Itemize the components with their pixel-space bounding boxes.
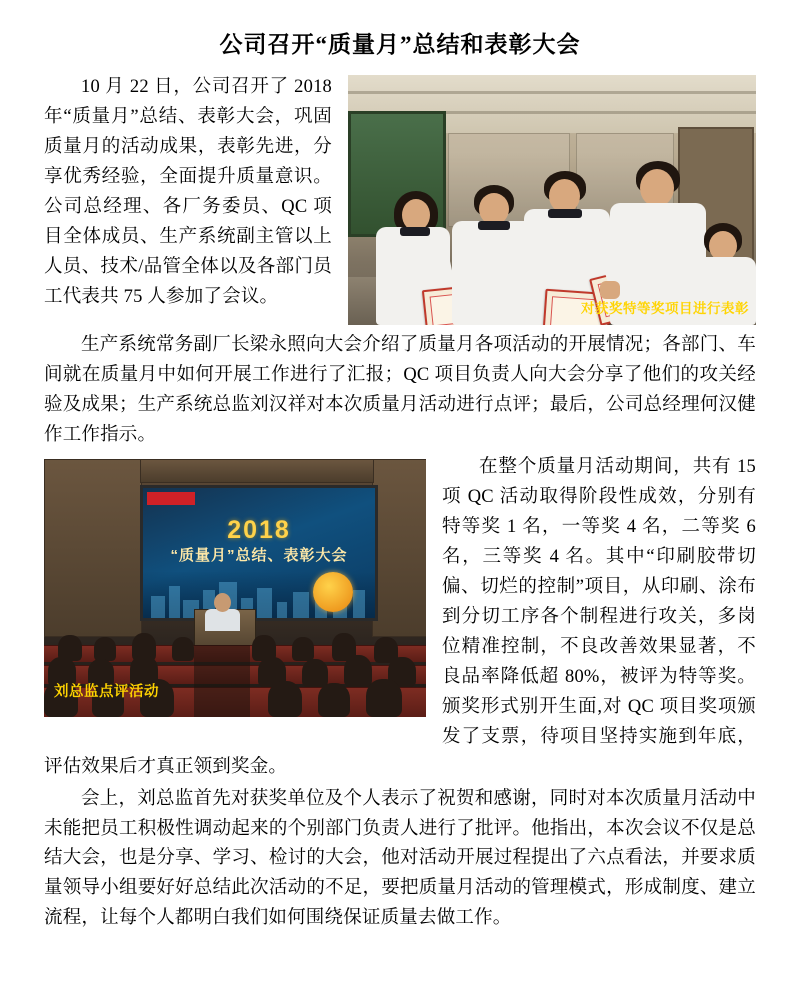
photo2-wall-panel	[44, 459, 142, 637]
photo2-audience-member	[292, 637, 314, 661]
award-ceremony-photo	[348, 75, 756, 325]
photo2-slide-slogan: “质量月”总结、表彰大会	[170, 546, 348, 564]
photo2-speaker-body	[205, 609, 240, 631]
photo2-audience-member	[94, 637, 116, 661]
photo1-ceiling-line	[348, 91, 756, 94]
paragraph-3: 在整个质量月活动期间，共有 15 项 QC 活动取得阶段性成效，分别有特等奖 1 名，一等奖 4 名，二等奖 6 名，三等奖 4 名。其中“印刷胶带切偏、切烂的控制”项目，从印刷、涂布到分切工序各个制程进行攻关，多岗位精准控制，不良改善效果显著，不良品率降低超 80%，被评为特等奖。颁奖形式别开生面,对 QC 项目奖项颁发了支票，待项目坚持实施到年底，评估效果后才真正领到奖金。	[44, 456, 756, 777]
photo1-collar	[478, 221, 510, 230]
photo2-speaker-head	[214, 593, 231, 612]
photo2-audience-member	[302, 659, 328, 687]
photo2-audience-member	[344, 655, 372, 687]
photo2-slide-logo	[313, 572, 353, 612]
page-title: 公司召开“质量月”总结和表彰大会	[219, 32, 581, 57]
photo2-audience-member	[172, 637, 194, 661]
photo2-audience-member	[268, 681, 302, 717]
photo2-aisle	[194, 645, 250, 717]
photo2-projection-screen	[140, 485, 378, 621]
photo2-slide-ribbon	[147, 492, 195, 505]
photo2-wall-panel	[372, 459, 426, 637]
paragraph-4: 会上，刘总监首先对获奖单位及个人表示了祝贺和感谢，同时对本次质量月活动中未能把员工积极性调动起来的个别部门负责人进行了批评。他指出，本次会议不仅是总结大会，也是分享、学习、检讨的大会，他对活动开展过程提出了六点看法，并要求质量领导小组要好好总结此次活动的不足，要把质量月活动的管理模式，形成制度、建立流程，让每个人都明白我们如何围绕保证质量去做工作。	[44, 788, 756, 929]
article-body	[44, 73, 756, 934]
paragraph-2: 生产系统常务副厂长梁永照向大会介绍了质量月各项活动的开展情况；各部门、车间就在质量月中如何开展工作进行了汇报；QC 项目负责人向大会分享了他们的攻关经验及成果；生产系统总监刘汉祥对本次质量月活动进行点评；最后，公司总经理何汉健作工作指示。	[44, 335, 756, 445]
conference-hall-caption: 刘总监点评活动	[54, 684, 159, 701]
photo1-collar	[400, 227, 430, 236]
photo1-head	[640, 169, 674, 207]
photo1-hand	[600, 281, 620, 299]
photo2-audience-member	[318, 683, 350, 717]
conference-hall-photo	[44, 459, 426, 717]
photo2-slide-year: 2018	[227, 515, 291, 544]
photo2-audience-member	[366, 679, 402, 717]
photo1-collar	[548, 209, 582, 218]
award-ceremony-caption: 对获奖特等奖项目进行表彰	[581, 301, 749, 317]
photo1-head	[549, 179, 580, 213]
photo2-wall-panel	[140, 459, 374, 483]
paragraph-1: 10 月 22 日，公司召开了 2018 年“质量月”总结、表彰大会，巩固质量月的活动成果，表彰先进，分享优秀经验，全面提升质量意识。公司总经理、各厂务委员、QC 项目全体成员、生产系统副主管以上人员、技术/品管全体以及各部门员工代表共 75 人参加了会议。	[44, 77, 332, 307]
